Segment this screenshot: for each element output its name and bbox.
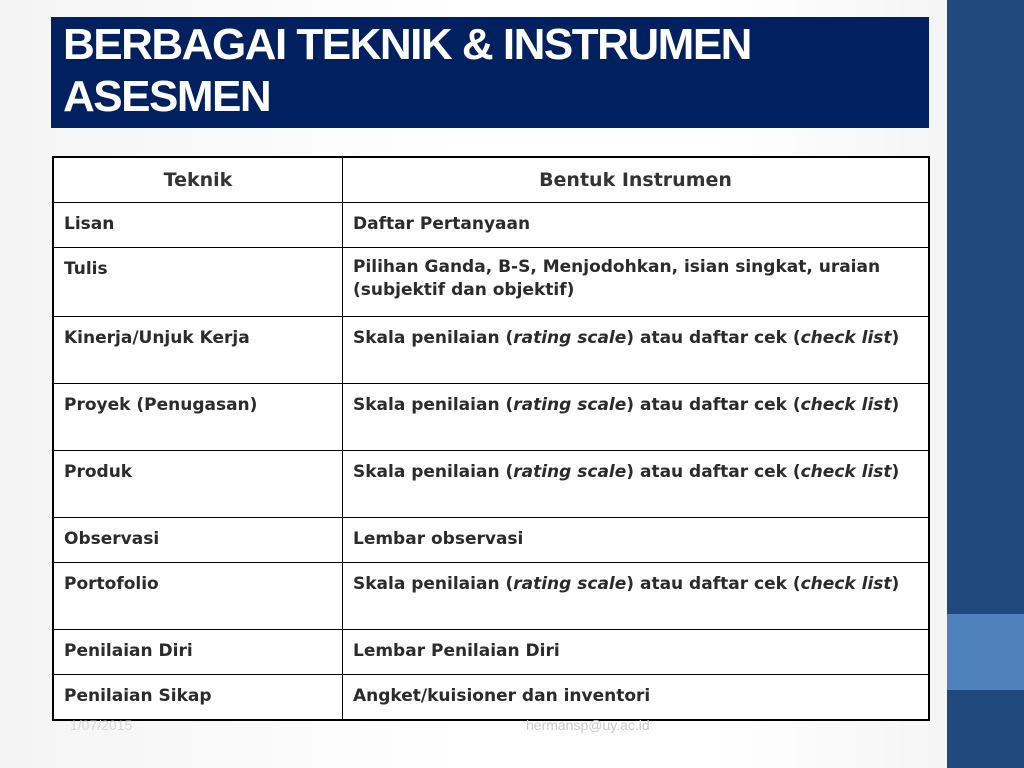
instrumen-italic-term: rating scale (513, 395, 627, 415)
instrumen-text: ) atau daftar cek ( (626, 462, 801, 482)
teknik-cell: Penilaian Diri (53, 630, 342, 675)
instrumen-text: ) (891, 574, 900, 594)
instrumen-cell (342, 563, 929, 630)
header-bentuk-instrumen: Bentuk Instrumen (342, 157, 929, 203)
instrumen-italic-term: check list (800, 328, 892, 348)
table-row (53, 451, 929, 518)
instrumen-italic-term: rating scale (513, 574, 627, 594)
instrumen-cell: Lembar observasi (342, 518, 929, 563)
instrumen-italic-term: rating scale (513, 462, 627, 482)
table-row (53, 563, 929, 630)
instrumen-cell: Pilihan Ganda, B-S, Menjodohkan, isian singkat, uraian (subjektif dan objektif) (342, 248, 929, 317)
title-banner (51, 17, 929, 128)
instrumen-text: ) (891, 328, 900, 348)
table-row (53, 317, 929, 384)
side-accent-block (947, 614, 1024, 690)
instrumen-text: ) (891, 395, 900, 415)
instrumen-text: ) (891, 462, 900, 482)
teknik-cell: Kinerja/Unjuk Kerja (53, 317, 342, 384)
header-teknik: Teknik (53, 157, 342, 203)
table-row (53, 384, 929, 451)
teknik-cell: Lisan (53, 203, 342, 248)
instrumen-cell (342, 384, 929, 451)
slide-title: BERBAGAI TEKNIK & INSTRUMEN ASESMEN (63, 20, 751, 121)
instrumen-italic-term: check list (800, 462, 892, 482)
teknik-cell: Proyek (Penugasan) (53, 384, 342, 451)
instrumen-italic-term: rating scale (513, 328, 627, 348)
footer-date: 1/07/2015 (70, 717, 133, 733)
instrumen-cell (342, 451, 929, 518)
table-row (53, 675, 929, 721)
assessment-table (52, 156, 930, 721)
instrumen-text: ) atau daftar cek ( (626, 395, 801, 415)
footer-email: hermansp@uy.ac.id (526, 717, 650, 733)
instrumen-text: Skala penilaian ( (352, 395, 514, 415)
table-row (53, 518, 929, 563)
instrumen-cell: Lembar Penilaian Diri (342, 630, 929, 675)
instrumen-italic-term: check list (800, 574, 892, 594)
instrumen-text: ) atau daftar cek ( (626, 574, 801, 594)
instrumen-text: Skala penilaian ( (352, 328, 514, 348)
instrumen-cell (342, 317, 929, 384)
teknik-cell: Tulis (53, 248, 342, 317)
table-header-row (53, 157, 929, 203)
table-row (53, 248, 929, 317)
teknik-cell: Portofolio (53, 563, 342, 630)
table-row (53, 203, 929, 248)
instrumen-cell: Angket/kuisioner dan inventori (342, 675, 929, 721)
instrumen-text: ) atau daftar cek ( (626, 328, 801, 348)
teknik-cell: Observasi (53, 518, 342, 563)
instrumen-cell: Daftar Pertanyaan (342, 203, 929, 248)
instrumen-text: Skala penilaian ( (352, 462, 514, 482)
instrumen-text: Skala penilaian ( (352, 574, 514, 594)
instrumen-italic-term: check list (800, 395, 892, 415)
teknik-cell: Produk (53, 451, 342, 518)
teknik-cell: Penilaian Sikap (53, 675, 342, 721)
table-row (53, 630, 929, 675)
